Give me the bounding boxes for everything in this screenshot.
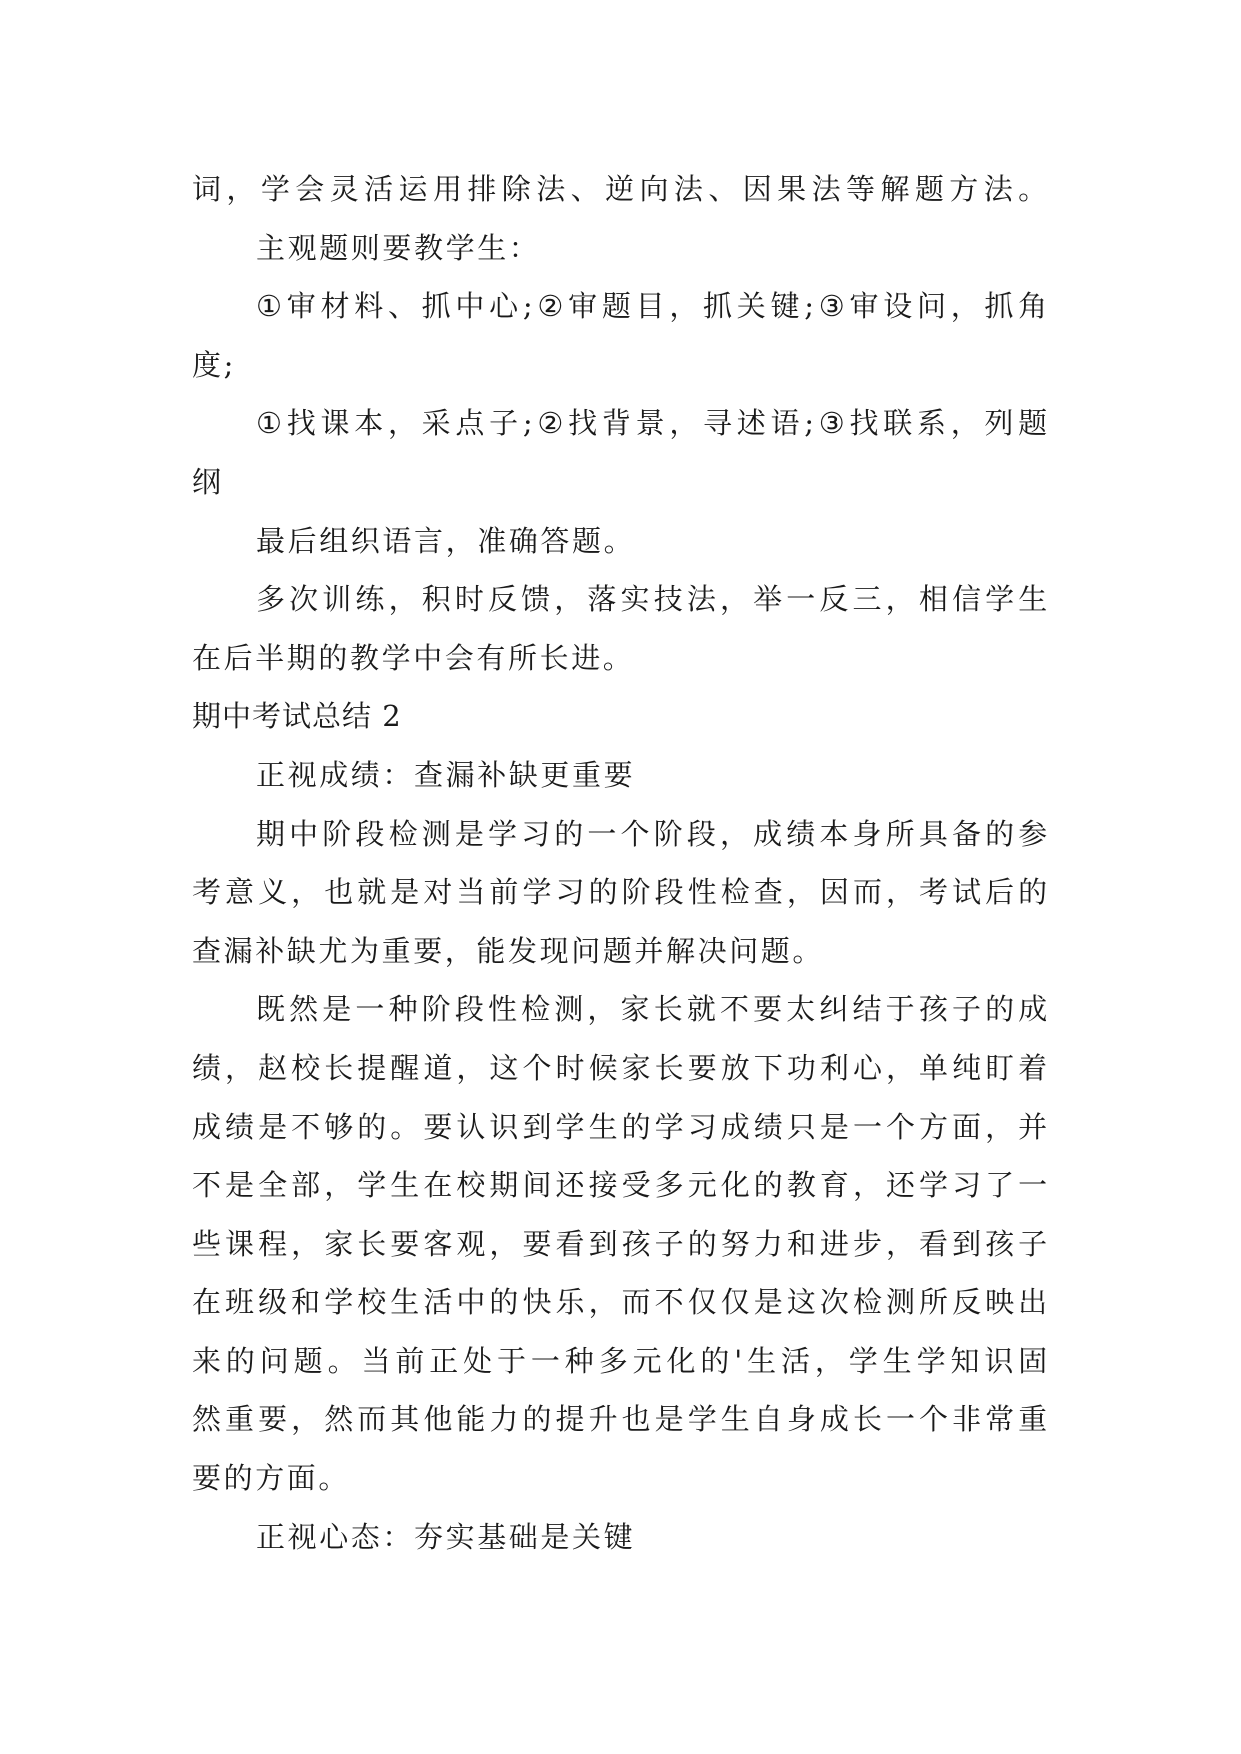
text-line: 查漏补缺尤为重要，能发现问题并解决问题。 (192, 933, 825, 968)
document-body (192, 160, 1050, 1566)
text-line: 纲 (192, 464, 224, 499)
text-line: 在后半期的教学中会有所长进。 (192, 640, 635, 675)
text-line: 词 ， 学 会 灵 活 运 用 排 除 法 、 逆 向 法 、 因 果 法 等 解 题 方 法 。 (192, 172, 1050, 206)
text-line: 考 意 义 ， 也 就 是 对 当 前 学 习 的 阶 段 性 检 查 ， 因 而 ， 考 试 后 的 (192, 875, 1050, 910)
text-line: 多 次 训 练 ， 积 时 反 馈 ， 落 实 技 法 ， 举 一 反 三 ， 相 信 学 生 (256, 582, 1050, 617)
text-line: 些 课 程 ， 家 长 要 客 观 ， 要 看 到 孩 子 的 努 力 和 进 步 ， 看 到 孩 子 (192, 1226, 1050, 1261)
text-line: 成 绩 是 不 够 的 。 要 认 识 到 学 生 的 学 习 成 绩 只 是 一 个 方 面 ， 并 (192, 1109, 1050, 1144)
text-line: 不 是 全 部 ， 学 生 在 校 期 间 还 接 受 多 元 化 的 教 育 ， 还 学 习 了 一 (192, 1168, 1050, 1203)
subsection-title: 正视成绩：查漏补缺更重要 (256, 757, 636, 792)
text-line: 最后组织语言，准确答题。 (256, 523, 636, 558)
text-line: 在 班 级 和 学 校 生 活 中 的 快 乐 ， 而 不 仅 仅 是 这 次 检 测 所 反 映 出 (192, 1285, 1050, 1320)
text-line: 来 的 问 题 。 当 前 正 处 于 一 种 多 元 化 的 ' 生 活 ， 学 生 学 知 识 固 (192, 1343, 1050, 1378)
subsection-title: 正视心态：夯实基础是关键 (256, 1519, 636, 1554)
section-heading: 期中考试总结 2 (192, 699, 402, 734)
text-line: ① 找 课 本 ， 采 点 子 ; ② 找 背 景 ， 寻 述 语 ; ③ 找 联 系 ， 列 题 (256, 406, 1050, 441)
text-line: 然 重 要 ， 然 而 其 他 能 力 的 提 升 也 是 学 生 自 身 成 长 一 个 非 常 重 (192, 1402, 1050, 1437)
text-line: 既 然 是 一 种 阶 段 性 检 测 ， 家 长 就 不 要 太 纠 结 于 孩 子 的 成 (256, 992, 1050, 1027)
text-line: ① 审 材 料 、 抓 中 心 ; ② 审 题 目 ， 抓 关 键 ; ③ 审 设 问 ， 抓 角 (256, 289, 1050, 324)
text-line: 绩 ， 赵 校 长 提 醒 道 ， 这 个 时 候 家 长 要 放 下 功 利 心 ， 单 纯 盯 着 (192, 1050, 1050, 1085)
text-line: 期 中 阶 段 检 测 是 学 习 的 一 个 阶 段 ， 成 绩 本 身 所 具 备 的 参 (256, 816, 1050, 851)
text-line: 要的方面。 (192, 1461, 351, 1496)
text-line: 主观题则要教学生： (256, 230, 541, 265)
text-line: 度; (192, 347, 236, 382)
